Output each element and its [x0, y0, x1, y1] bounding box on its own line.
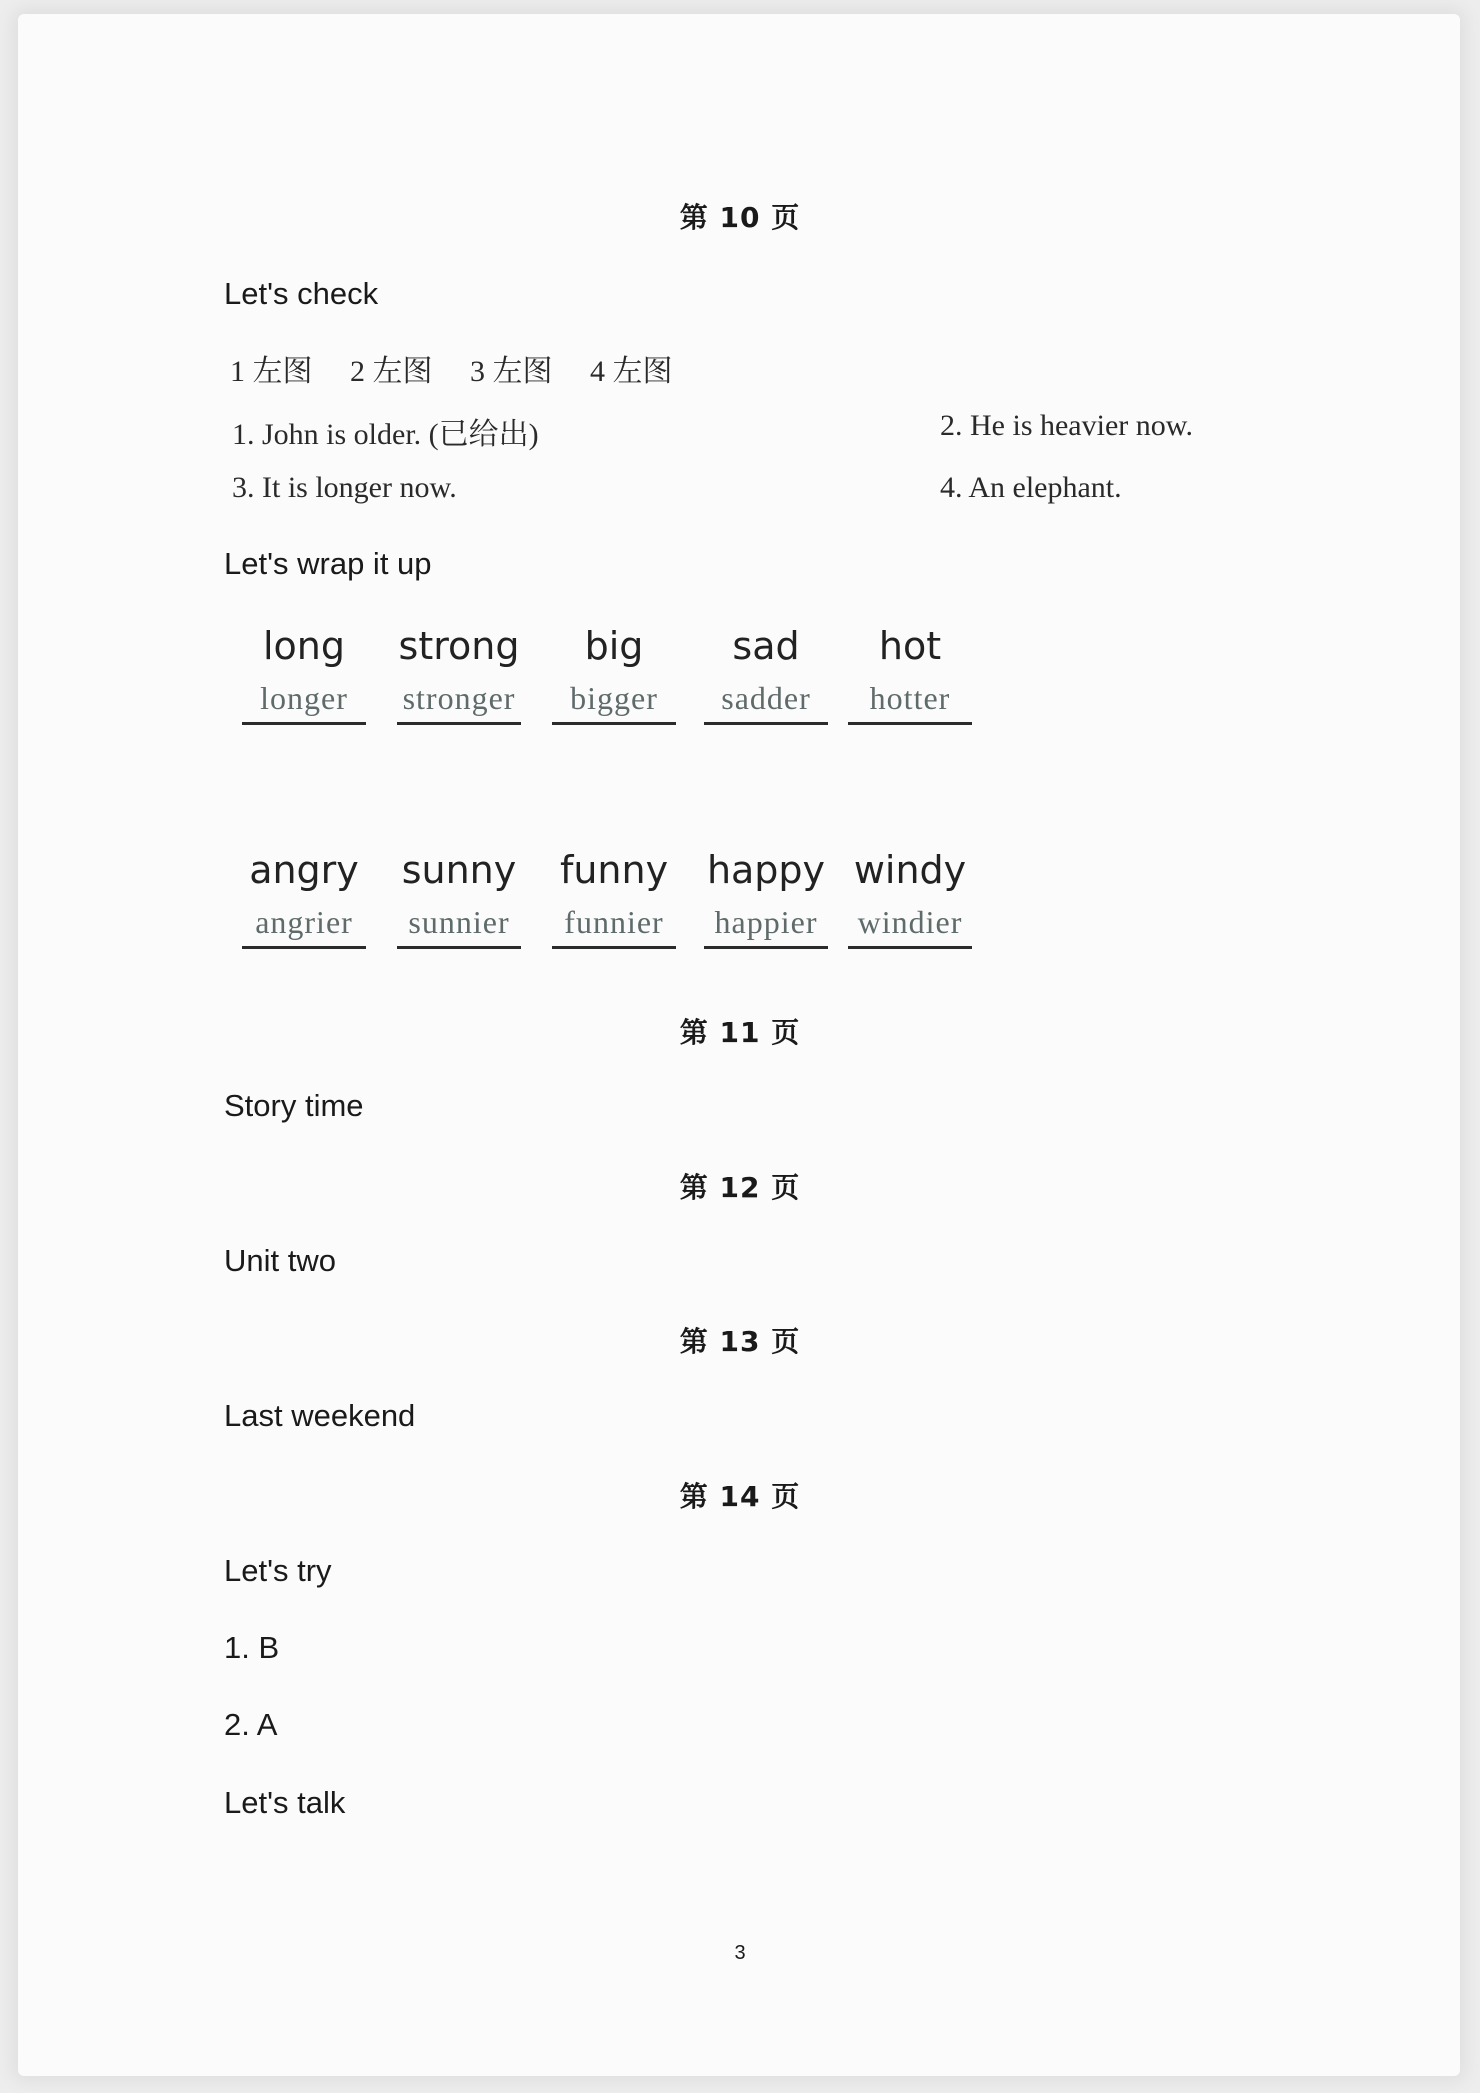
base-word: windy — [853, 848, 967, 892]
section-lets-try: Let's try — [224, 1553, 332, 1588]
comparative-answer: stronger — [397, 674, 521, 725]
word-cell — [552, 618, 676, 725]
answer-item-2: 2. A — [224, 1707, 278, 1742]
page-heading-10: 第 10 页 — [679, 201, 801, 234]
word-cell — [848, 842, 972, 949]
comparative-answer: sadder — [704, 674, 828, 725]
section-unit-two: Unit two — [224, 1243, 336, 1278]
page-heading-14: 第 14 页 — [679, 1480, 801, 1513]
base-word: funny — [559, 848, 669, 892]
section-last-weekend: Last weekend — [224, 1398, 416, 1433]
comparative-answer: angrier — [242, 898, 366, 949]
page-heading-11: 第 11 页 — [679, 1016, 801, 1049]
word-cell — [552, 842, 676, 949]
comparative-answer: hotter — [848, 674, 972, 725]
answer-3: 3. It is longer now. — [232, 471, 457, 504]
comparative-answer: funnier — [552, 898, 676, 949]
word-cell — [704, 618, 828, 725]
pick-2: 2 左图 — [350, 355, 433, 388]
section-lets-talk: Let's talk — [224, 1785, 346, 1820]
word-cell — [848, 618, 972, 725]
base-word: happy — [706, 848, 826, 892]
base-word: hot — [878, 624, 942, 668]
page-heading-12: 第 12 页 — [679, 1171, 801, 1204]
answer-1: 1. John is older. (已给出) — [232, 418, 539, 451]
comparative-answer: windier — [848, 898, 972, 949]
base-word: sad — [732, 624, 800, 668]
word-cell — [397, 842, 521, 949]
picture-choices — [230, 346, 703, 390]
pick-1: 1 左图 — [230, 355, 313, 388]
word-cell — [242, 618, 366, 725]
word-cell — [397, 618, 521, 725]
comparative-answer: longer — [242, 674, 366, 725]
section-wrap-it-up: Let's wrap it up — [224, 546, 432, 581]
answer-4: 4. An elephant. — [940, 471, 1122, 504]
page-heading-13: 第 13 页 — [679, 1325, 801, 1358]
comparative-answer: happier — [704, 898, 828, 949]
word-cell — [704, 842, 828, 949]
base-word: big — [584, 624, 644, 668]
base-word: strong — [398, 624, 520, 668]
pick-4: 4 左图 — [590, 355, 673, 388]
section-story-time: Story time — [224, 1088, 364, 1123]
base-word: long — [262, 624, 345, 668]
answer-item-1: 1. B — [224, 1630, 280, 1665]
page-number: 3 — [734, 1942, 746, 1964]
pick-3: 3 左图 — [470, 355, 553, 388]
comparative-answer: sunnier — [397, 898, 521, 949]
base-word: angry — [249, 848, 359, 892]
section-lets-check: Let's check — [224, 276, 379, 311]
comparative-answer: bigger — [552, 674, 676, 725]
answer-2: 2. He is heavier now. — [940, 409, 1193, 442]
word-cell — [242, 842, 366, 949]
base-word: sunny — [401, 848, 517, 892]
